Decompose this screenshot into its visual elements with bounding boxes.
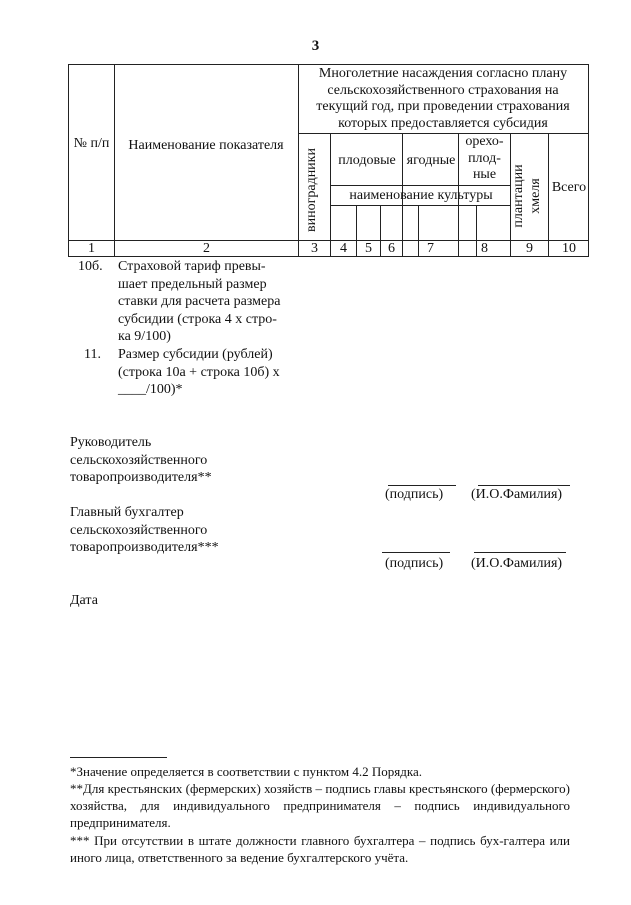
col-number-header [69, 135, 114, 152]
col-num-6: 6 [388, 241, 395, 256]
head-name-label: (И.О.Фамилия) [471, 487, 563, 502]
hops-header [510, 146, 546, 246]
footnote-1: *Значение определяется в соответствии с пунктом 4.2 Порядка. [70, 764, 423, 779]
footnote-3: *** При отсутствии в штате должности главного бухгалтера – подпись бух-галтера или иного лица, ответственного за ведение бухгалтерского учёта. [70, 833, 570, 865]
row-10b-text: Страховой тариф превы- шает предельный размер ставки для расчета размера субсидии (строка 4 х стро- ка 9/100) [118, 259, 281, 344]
col-name-header: Наименование показателя [128, 138, 284, 153]
fruit-header: плодовые [338, 153, 396, 168]
vineyards-header: виноградники [304, 148, 319, 232]
row-11-number: 11. [84, 347, 101, 362]
perennial-plantings-header: Многолетние насаждения согласно плану сельскохозяйственного страхования на текущий год, при проведении страхования которых предоставляется субсидия [316, 66, 570, 131]
col-num-3: 3 [311, 241, 318, 256]
total-header: Всего [551, 180, 587, 195]
accountant-signature-label: (подпись) [385, 556, 444, 571]
nut-header-line-3: ные [472, 167, 497, 182]
col-num-10: 10 [562, 241, 576, 256]
date-label: Дата [70, 593, 98, 608]
nut-header [459, 134, 510, 184]
hops-header-line-2: хмеля [528, 178, 543, 214]
footnote-separator [70, 757, 167, 758]
head-signature-label: (подпись) [385, 487, 444, 502]
head-title: Руководитель сельскохозяйственного товаропроизводителя** [70, 435, 212, 485]
accountant-signature-line [382, 552, 450, 553]
footnote-2: **Для крестьянских (фермерских) хозяйств – подпись главы крестьянского (фермерского) хозяйства, для индивидуального предпринимателя – подпись индивидуального предпринимателя. [70, 781, 570, 830]
row-11-text: Размер субсидии (рублей) (строка 10а + строка 10б) х ____/100)* [118, 347, 280, 397]
nut-header-line-2: плод- [468, 150, 501, 166]
nut-header-line-1: орехо- [465, 134, 504, 149]
col-num-7: 7 [427, 241, 434, 256]
col-num-1: 1 [88, 241, 95, 256]
col-num-4: 4 [340, 241, 347, 256]
chief-accountant-title: Главный бухгалтер сельскохозяйственного товаропроизводителя*** [70, 505, 219, 555]
col-num-8: 8 [481, 241, 488, 256]
berry-header: ягодные [406, 153, 456, 168]
col-num-2: 2 [203, 241, 210, 256]
col-num-5: 5 [365, 241, 372, 256]
hops-header-line-1: плантации [511, 164, 526, 228]
page-number: 3 [311, 38, 320, 54]
row-10b-number: 10б. [78, 259, 103, 274]
accountant-name-label: (И.О.Фамилия) [471, 556, 563, 571]
col-number-header-text: № п/п [73, 136, 110, 151]
col-num-9: 9 [526, 241, 533, 256]
culture-name-header: наименование культуры [349, 188, 493, 203]
accountant-name-line [474, 552, 566, 553]
